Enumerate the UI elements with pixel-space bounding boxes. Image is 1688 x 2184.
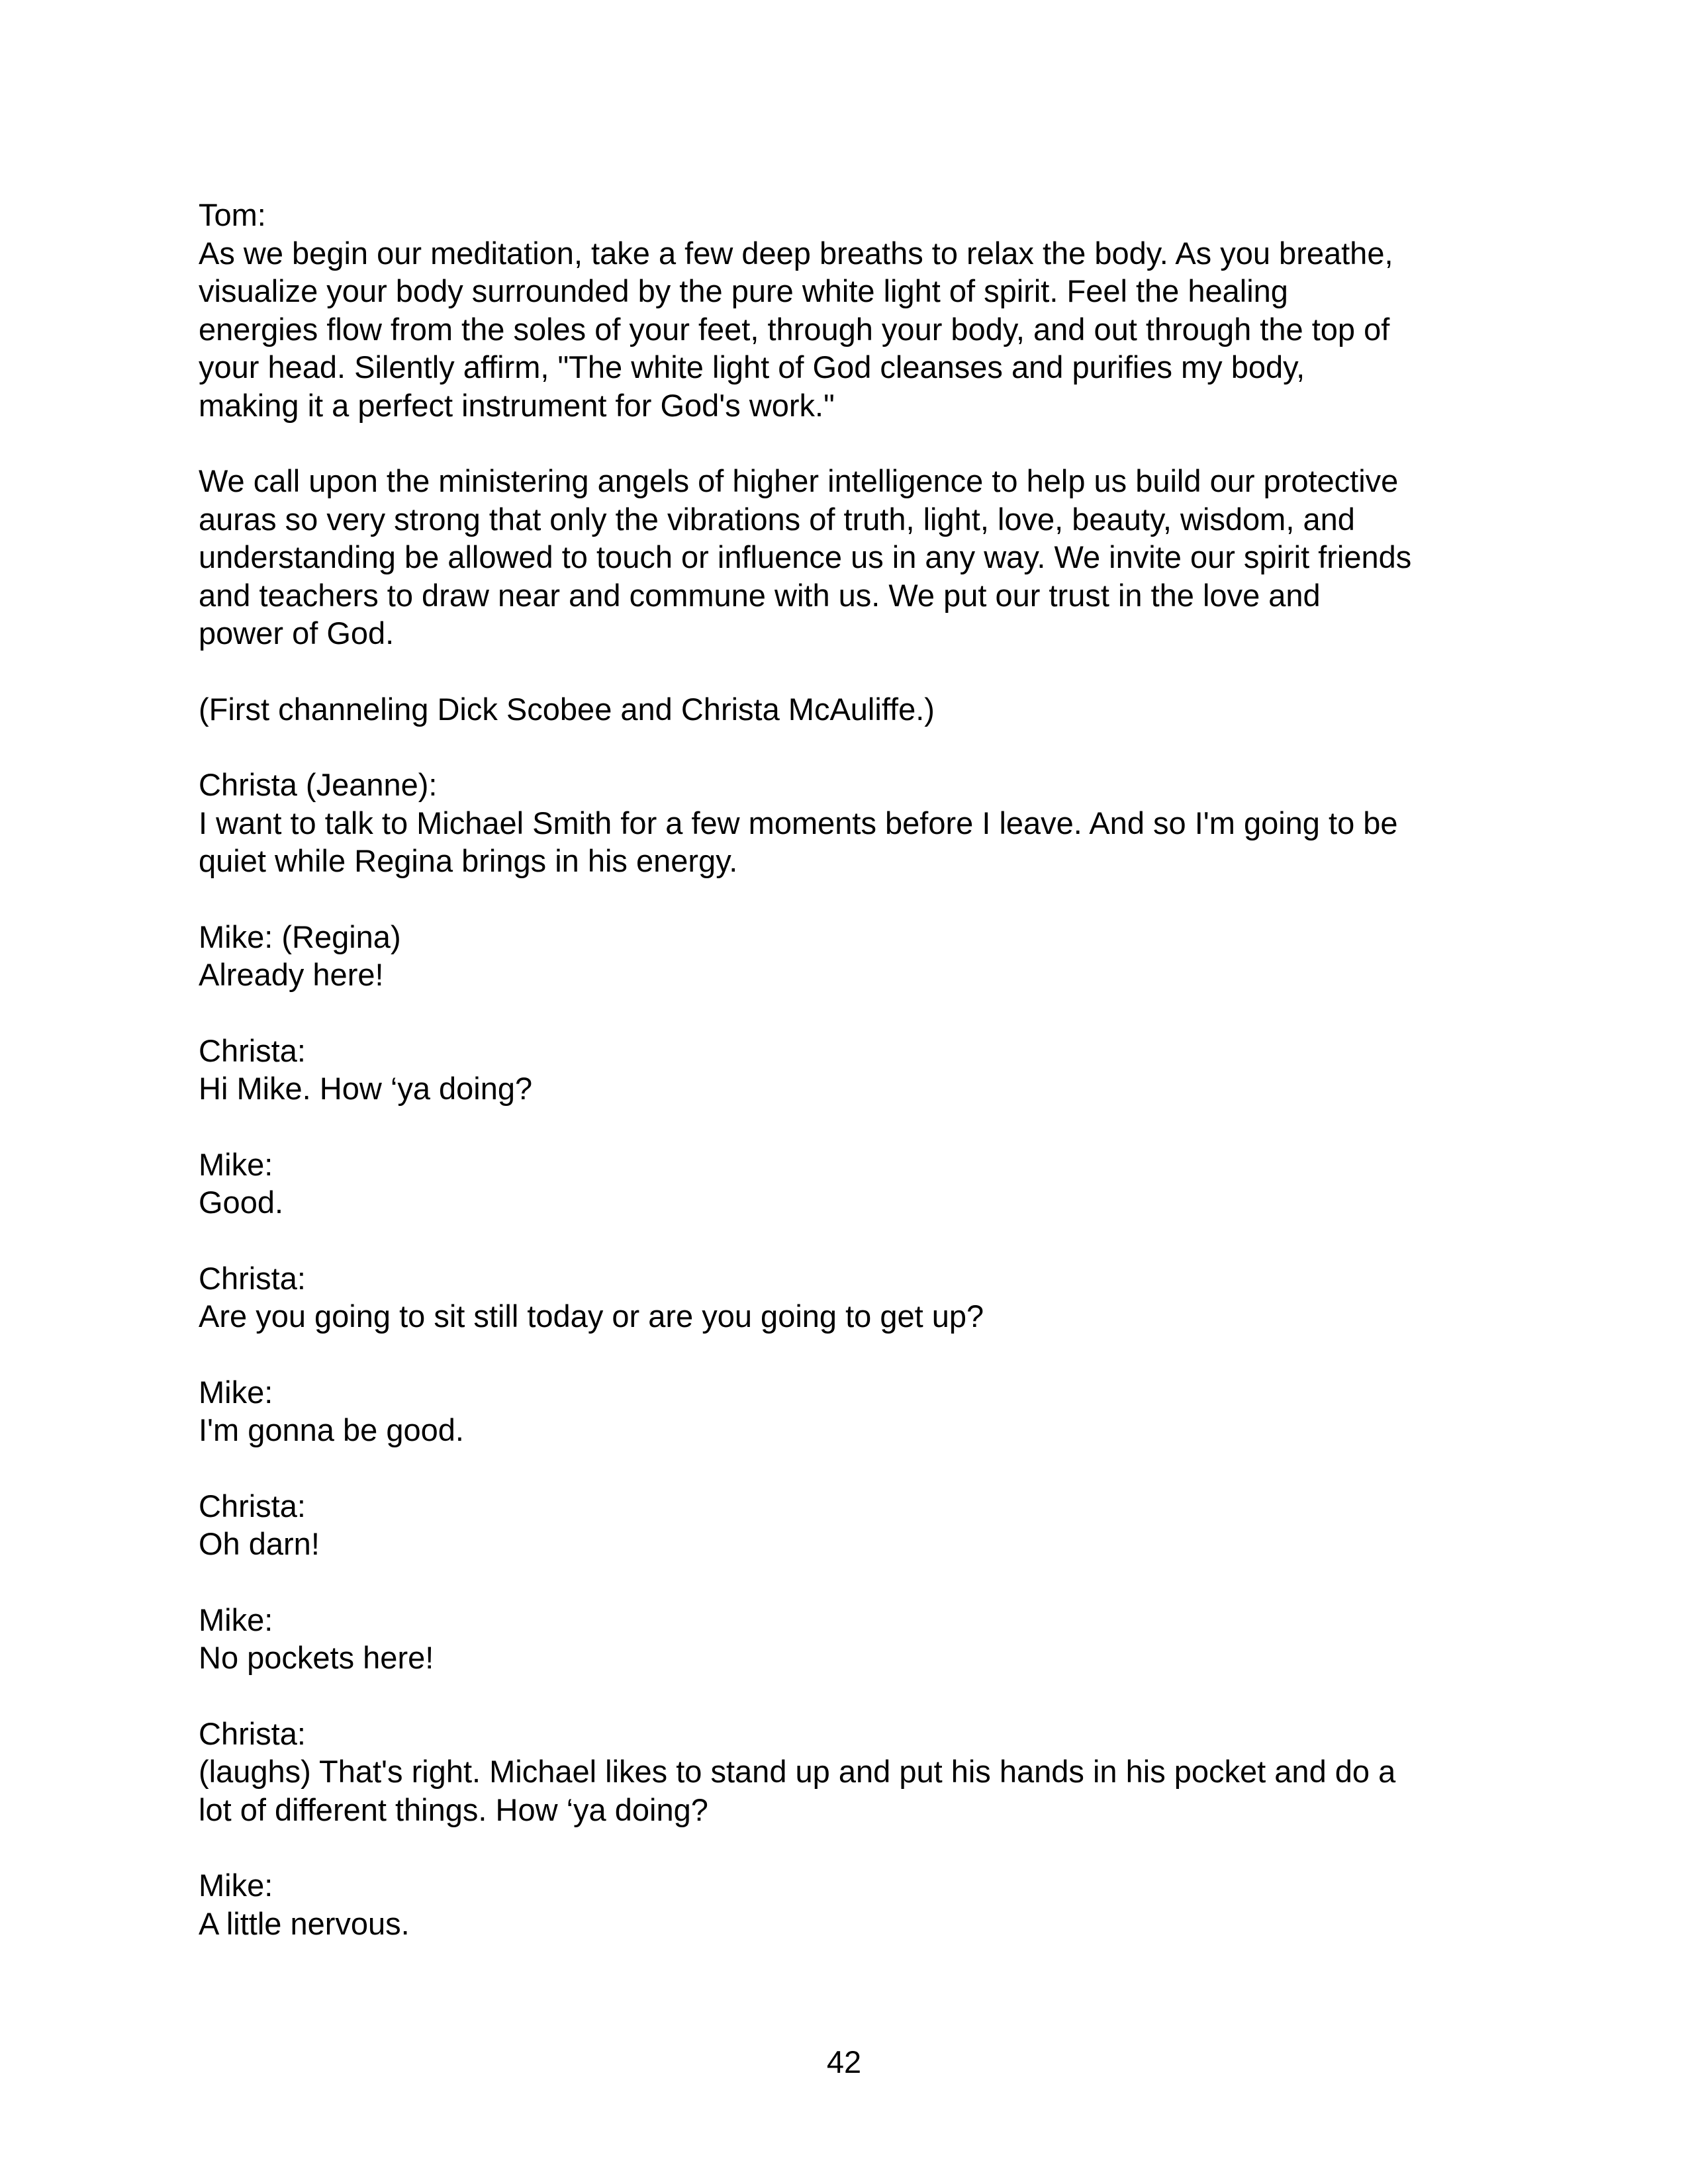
text-line: We call upon the ministering angels of higher intelligence to help us build our protective <box>199 463 1399 498</box>
text-line: Are you going to sit still today or are you going to get up? <box>199 1298 984 1334</box>
text-line: Oh darn! <box>199 1526 320 1561</box>
dialogue-christa <box>199 1032 1496 1108</box>
dialogue-mike <box>199 1601 1496 1677</box>
speaker-line: Tom: <box>199 197 266 232</box>
speaker-line: Mike: <box>199 1146 273 1182</box>
speaker-line: Mike: <box>199 1602 273 1637</box>
speaker-line: Christa: <box>199 1260 306 1296</box>
dialogue-christa <box>199 1259 1496 1336</box>
text-line: As we begin our meditation, take a few deep breaths to relax the body. As you breathe, <box>199 235 1393 271</box>
speaker-line: Mike: <box>199 1868 273 1903</box>
text-line: No pockets here! <box>199 1640 434 1675</box>
dialogue-christa <box>199 1715 1496 1829</box>
paragraph-tom-meditation <box>199 196 1496 424</box>
text-line: I want to talk to Michael Smith for a few moments before I leave. And so I'm going to be <box>199 805 1398 841</box>
text-line: and teachers to draw near and commune with us. We put our trust in the love and <box>199 577 1321 613</box>
paragraph-invocation <box>199 462 1496 653</box>
dialogue-mike-regina <box>199 918 1496 994</box>
text-line: lot of different things. How ‘ya doing? <box>199 1792 708 1827</box>
text-line: energies flow from the soles of your feet, through your body, and out through the top of <box>199 311 1390 347</box>
text-line: visualize your body surrounded by the pure white light of spirit. Feel the healing <box>199 273 1288 308</box>
page-number: 42 <box>826 2044 862 2079</box>
dialogue-christa <box>199 1487 1496 1563</box>
text-line: quiet while Regina brings in his energy. <box>199 843 738 878</box>
text-line: power of God. <box>199 615 395 651</box>
dialogue-mike <box>199 1373 1496 1449</box>
dialogue-mike <box>199 1866 1496 1942</box>
dialogue-mike <box>199 1146 1496 1222</box>
dialogue-christa-jeanne <box>199 766 1496 880</box>
text-line: Good. <box>199 1185 284 1220</box>
text-line: Already here! <box>199 957 384 992</box>
text-line: your head. Silently affirm, "The white light of God cleanses and purifies my body, <box>199 349 1305 385</box>
speaker-line: Christa: <box>199 1032 306 1068</box>
text-line: (First channeling Dick Scobee and Christa McAuliffe.) <box>199 691 935 727</box>
text-line: auras so very strong that only the vibrations of truth, light, love, beauty, wisdom, and <box>199 501 1355 537</box>
text-line: A little nervous. <box>199 1905 410 1941</box>
speaker-line: Christa: <box>199 1488 306 1524</box>
speaker-line: Christa (Jeanne): <box>199 767 438 802</box>
text-line: Hi Mike. How ‘ya doing? <box>199 1071 533 1106</box>
speaker-line: Mike: (Regina) <box>199 919 401 954</box>
text-line: making it a perfect instrument for God's work." <box>199 387 835 423</box>
text-line: understanding be allowed to touch or influence us in any way. We invite our spirit friends <box>199 539 1412 574</box>
paragraph-channeling-note <box>199 690 1496 729</box>
text-line: (laughs) That's right. Michael likes to stand up and put his hands in his pocket and do a <box>199 1754 1396 1789</box>
speaker-line: Christa: <box>199 1715 306 1751</box>
speaker-line: Mike: <box>199 1374 273 1410</box>
document-body <box>199 196 1496 1980</box>
text-line: I'm gonna be good. <box>199 1412 464 1447</box>
